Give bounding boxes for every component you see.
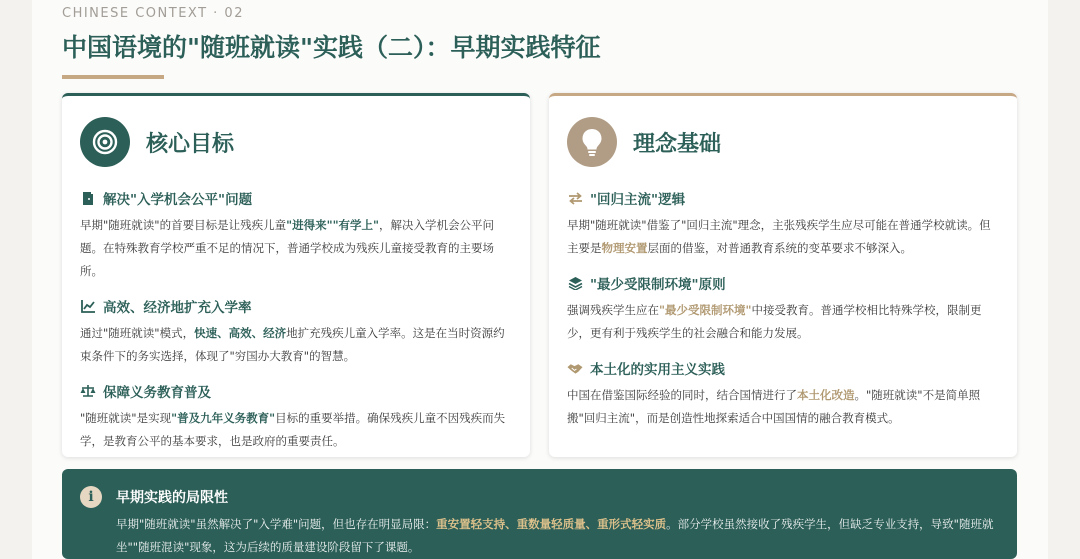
scale-icon xyxy=(80,383,96,399)
section-mainstreaming xyxy=(567,188,999,260)
target-icon xyxy=(80,117,130,167)
banner-text xyxy=(116,513,996,559)
section-heading: 本土化的实用主义实践 xyxy=(590,362,725,378)
section-localization xyxy=(567,358,999,430)
body-text: 通过"随班就读"模式， xyxy=(80,326,195,340)
section-body xyxy=(80,322,512,368)
chart-line-icon xyxy=(80,298,96,314)
page-title: 中国语境的"随班就读"实践（二）：早期实践特征 xyxy=(62,33,601,62)
highlight-text: "进得来" xyxy=(286,218,333,232)
exchange-icon xyxy=(567,190,583,206)
section-heading: 高效、经济地扩充入学率 xyxy=(103,300,252,316)
section-body xyxy=(567,299,999,345)
core-goals-card xyxy=(62,93,530,457)
highlight-text: "有学上" xyxy=(332,218,380,232)
highlight-text: "最少受限制环境" xyxy=(659,303,752,317)
info-icon: i xyxy=(80,486,102,508)
highlight-text: 重安置轻支持、重数量轻质量、重形式轻实质 xyxy=(436,517,667,531)
section-body xyxy=(567,214,999,260)
body-text: 层面的借鉴，对普通教育系统的变革要求不够深入。 xyxy=(647,241,912,255)
body-text: ，解决入学机会公平问题。在特殊教育学校严重不足的情况下，普通学校成为残疾儿童接受教育的主要场所。 xyxy=(80,218,495,278)
section-body xyxy=(80,214,512,283)
card-header xyxy=(567,96,999,188)
section-access-equity xyxy=(80,188,512,283)
limitations-banner xyxy=(62,469,1017,559)
body-text: 早期"随班就读"虽然解决了"入学难"问题，但也存在明显局限： xyxy=(116,517,437,531)
section-heading: "回归主流"逻辑 xyxy=(590,192,686,208)
body-text: 中国在借鉴国际经验的同时，结合国情进行了 xyxy=(567,388,797,402)
card-title: 核心目标 xyxy=(146,131,235,157)
layers-icon xyxy=(567,275,583,291)
highlight-text: "普及九年义务教育" xyxy=(171,411,276,425)
body-text: 早期"随班就读"的首要目标是让残疾儿童 xyxy=(80,218,287,232)
highlight-text: 快速、高效、经济 xyxy=(194,326,287,340)
lightbulb-icon xyxy=(567,117,617,167)
highlight-text: 本土化改造 xyxy=(797,388,855,402)
banner-title: 早期实践的局限性 xyxy=(116,490,228,506)
title-underline xyxy=(62,75,164,79)
section-heading: "最少受限制环境"原则 xyxy=(590,277,726,293)
section-heading: 保障义务教育普及 xyxy=(103,385,211,401)
door-icon xyxy=(80,190,96,206)
body-text: "随班就读"是实现 xyxy=(80,411,172,425)
body-text: 。部分学校虽然接收了残疾学生，但缺乏专业支持，导致"随班就坐""随班混读"现象，这为后续的质量建设阶段留下了课题。 xyxy=(116,517,994,554)
highlight-text: 物理安置 xyxy=(601,241,648,255)
section-compulsory-education xyxy=(80,381,512,453)
page xyxy=(32,0,1048,559)
section-body xyxy=(567,384,999,430)
body-text: 。"随班就读"不是简单照搬"回归主流"，而是创造性地探索适合中国国情的融合教育模式。 xyxy=(567,388,981,425)
body-text: 强调残疾学生应在 xyxy=(567,303,659,317)
eyebrow: CHINESE CONTEXT · 02 xyxy=(62,6,244,21)
body-text: 地扩充残疾儿童入学率。这是在当时资源约束条件下的务实选择，体现了"穷国办大教育"的智慧。 xyxy=(80,326,505,363)
section-body xyxy=(80,407,512,453)
philosophy-card xyxy=(549,93,1017,457)
body-text: 早期"随班就读"借鉴了"回归主流"理念，主张残疾学生应尽可能在普通学校就读。但主要是 xyxy=(567,218,991,255)
section-enrollment xyxy=(80,296,512,368)
card-title: 理念基础 xyxy=(633,131,722,157)
body-text: 中接受教育。普通学校相比特殊学校，限制更少，更有利于残疾学生的社会融合和能力发展。 xyxy=(567,303,982,340)
section-heading: 解决"入学机会公平"问题 xyxy=(103,192,253,208)
handshake-icon xyxy=(567,360,583,376)
section-lre xyxy=(567,273,999,345)
body-text: 目标的重要举措。确保残疾儿童不因残疾而失学，是教育公平的基本要求，也是政府的重要责任。 xyxy=(80,411,506,448)
card-header xyxy=(80,96,512,188)
